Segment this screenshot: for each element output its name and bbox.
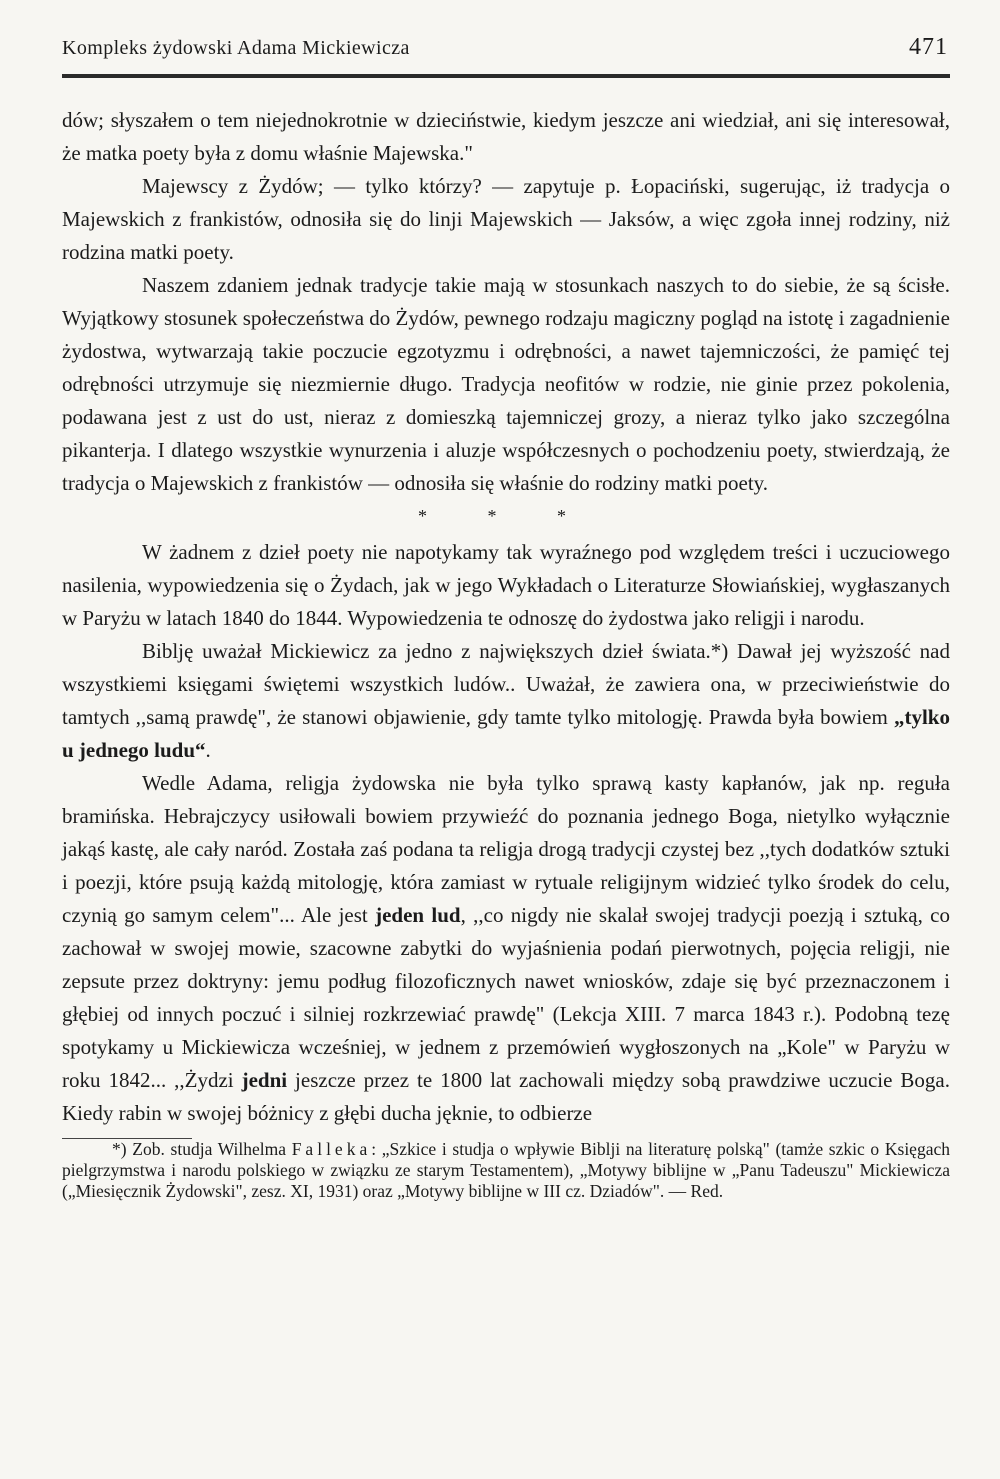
paragraph-5-end: . [205,738,211,762]
paragraph-6-emphasis-2: jedni [241,1068,288,1092]
footnote [62,1139,950,1202]
paragraph-6-emphasis: jeden lud [375,903,461,927]
footnote-text: Zob. studja Wilhelma [126,1139,292,1159]
paragraph-6-text: Wedle Adama, religja żydowska nie była tylko sprawą kasty kapłanów, jak np. reguła bramińska. Hebrajczycy usiłowali bowiem przywieźć do poznania jednego Boga, nietylko wyłącznie jakąś kastę, ale cały naród. Została zaś podana ta religja drogą tradycji czystej bez ,,tych dodatków sztuki i poezji, które psują każdą mitologję, która zamiast w rytuale religijnym widzieć tylko środek do celu, czynią go samym celem"... Ale jest [62,771,950,927]
running-title: Kompleks żydowski Adama Mickiewicza [62,37,410,59]
body-text [62,104,950,1130]
running-header [62,34,950,72]
paragraph-5-text: Biblję uważał Mickiewicz za jedno z największych dzieł świata.*) Dawał jej wyższość nad wszystkiemi księgami świętemi wszystkich ludów.. Uważał, że zawiera ona, w przeciwieństwie do tamtych ,,samą prawdę", że stanowi objawienie, gdy tamte tylko mitologję. Prawda była bowiem [62,639,950,729]
paragraph-6-text-2: , ,,co nigdy nie skalał swojej tradycji poezją i sztuką, co zachował w swojej mowie, szacowne zabytki do wyjaśnienia podań pierwotnych, pojęcia religji, nie zepsute przez doktryny: jemu podług filozoficznych nawet wniosków, zdaje się być przeznaczonem i głębiej od innych poczuć i silniej rozkrzewiać prawdę" (Lekcja XIII. 7 marca 1843 r.). Podobną tezę spotykamy u Mickiewicza wcześniej, w jednem z przemówień wygłoszonych na „Kole" w Paryżu w roku 1842... ,,Żydzi [62,903,950,1092]
paragraph-2: Majewscy z Żydów; — tylko którzy? — zapytuje p. Łopaciński, sugerując, iż tradycja o Majewskich z frankistów, odnosiła się do linji Majewskich — Jaksów, a więc zgoła innej rodziny, niż rodzina matki poety. [62,174,950,264]
footnote-text-2: : „Szkice i studja o wpływie Biblji na literaturę polską" (tamże szkic o Księgach pielgrzymstwa i narodu polskiego w związku ze starym Testamentem), „Motywy biblijne w „Panu Tadeuszu" Mickiewicza („Miesięcznik Żydowski", zesz. XI, 1931) oraz „Motywy biblijne w III cz. Dziadów". — Red. [62,1139,950,1201]
paragraph-3: Naszem zdaniem jednak tradycje takie mają w stosunkach naszych to do siebie, że są ścisłe. Wyjątkowy stosunek społeczeństwa do Żydów, pewnego rodzaju magiczny pogląd na istotę i zagadnienie żydostwa, wytwarzają takie poczucie egzotyzmu i odrębności, a nawet tajemniczości, że pamięć tej odrębności utrzymuje się niezmiernie długo. Tradycja neofitów w rodzie, nie ginie przez pokolenia, podawana jest z ust do ust, nieraz z domieszką tajemniczej grozy, a nieraz tylko jako szczególna pikanterja. I dlatego wszystkie wynurzenia i aluzje współczesnych o pochodzeniu poety, stwierdzają, że tradycja o Majewskich z frankistów — odnosiła się właśnie do rodziny matki poety. [62,273,950,495]
page-number: 471 [909,34,948,60]
paragraph-6-text-3: jeszcze przez te 1800 lat zachowali między sobą prawdziwe uczucie Boga. Kiedy rabin w swojej bóżnicy z głębi ducha jęknie, to odbierze [62,1068,950,1125]
paragraph-6 [62,767,950,1130]
section-asterism: * * * [418,506,594,526]
paragraph-1: dów; słyszałem o tem niejednokrotnie w dzieciństwie, kiedym jeszcze ani wiedział, ani się interesował, że matka poety była z domu właśnie Majewska." [62,108,950,165]
page [62,34,950,1220]
paragraph-4: W żadnem z dzieł poety nie napotykamy tak wyraźnego pod względem treści i uczuciowego nasilenia, wypowiedzenia się o Żydach, jak w jego Wykładach o Literaturze Słowiańskiej, wygłaszanych w Paryżu w latach 1840 do 1844. Wypowiedzenia te odnoszę do żydostwa jako religji i narodu. [62,540,950,630]
paragraph-5-emphasis: „tylko u jednego ludu“ [62,705,950,762]
footnote-mark: *) [112,1139,127,1159]
header-rule [62,74,950,78]
footnote-author: Falleka [291,1139,372,1159]
paragraph-5 [62,635,950,767]
